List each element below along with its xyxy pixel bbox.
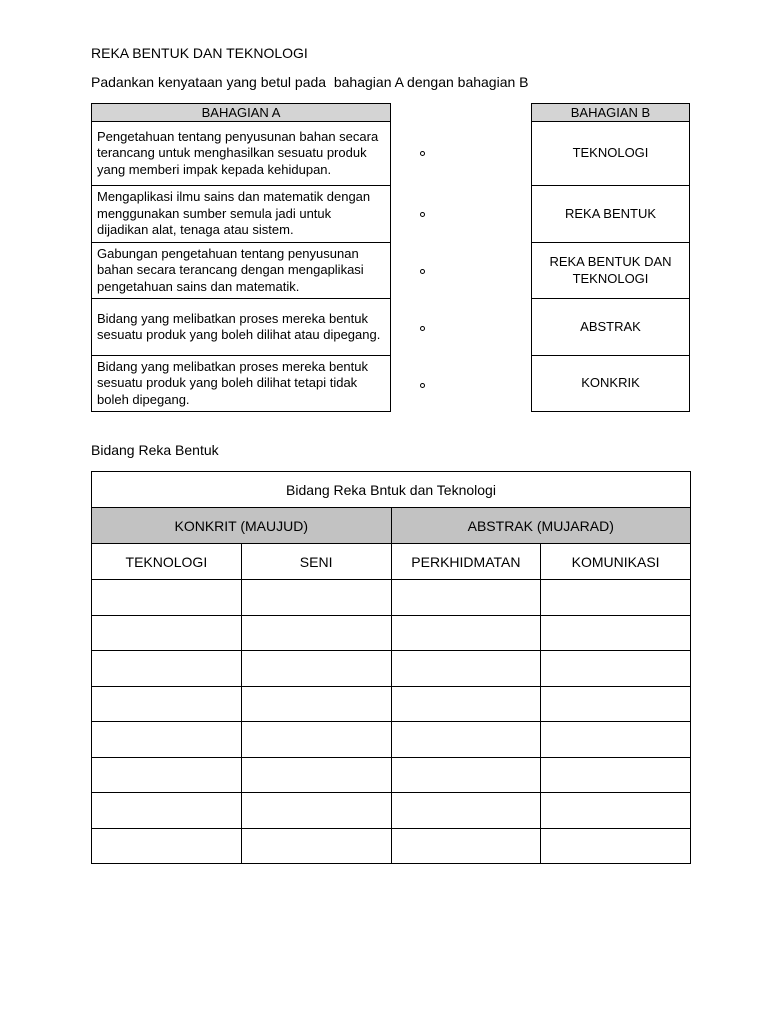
answer-3: REKA BENTUK DAN TEKNOLOGI [532, 243, 690, 299]
statement-2: Mengaplikasi ilmu sains dan matematik dengan menggunakan sumber semula jadi untuk dijadikan alat, tenaga atau sistem. [92, 186, 391, 243]
blank-cell[interactable] [541, 722, 691, 758]
blank-cell[interactable] [92, 580, 242, 616]
blank-cell[interactable] [541, 686, 691, 722]
blank-cell[interactable] [541, 757, 691, 793]
match-dot-1[interactable] [420, 151, 425, 156]
blank-cell[interactable] [241, 828, 391, 864]
blank-row [92, 651, 691, 687]
blank-cell[interactable] [241, 757, 391, 793]
blank-cell[interactable] [241, 686, 391, 722]
blank-cell[interactable] [541, 828, 691, 864]
statement-3: Gabungan pengetahuan tentang penyusunan bahan secara terancang dengan mengaplikasi pengetahuan sains dan matematik. [92, 243, 391, 299]
blank-cell[interactable] [92, 757, 242, 793]
bidang-table [91, 471, 691, 864]
blank-row [92, 686, 691, 722]
blank-cell[interactable] [541, 615, 691, 651]
statement-5: Bidang yang melibatkan proses mereka bentuk sesuatu produk yang boleh dilihat tetapi tidak boleh dipegang. [92, 356, 391, 412]
match-dot-5[interactable] [420, 383, 425, 388]
blank-row [92, 757, 691, 793]
blank-cell[interactable] [541, 580, 691, 616]
blank-row [92, 615, 691, 651]
blank-row [92, 722, 691, 758]
blank-cell[interactable] [92, 722, 242, 758]
answer-5: KONKRIK [532, 356, 690, 412]
match-dot-4[interactable] [420, 326, 425, 331]
blank-cell[interactable] [241, 722, 391, 758]
blank-cell[interactable] [541, 793, 691, 829]
column-perkhidmatan: PERKHIDMATAN [391, 544, 541, 580]
blank-cell[interactable] [391, 722, 541, 758]
blank-row [92, 580, 691, 616]
blank-cell[interactable] [92, 793, 242, 829]
bahagian-a-table [91, 103, 391, 412]
bahagian-a-header: BAHAGIAN A [92, 104, 391, 122]
blank-cell[interactable] [92, 828, 242, 864]
statement-4: Bidang yang melibatkan proses mereka bentuk sesuatu produk yang boleh dilihat atau dipegang. [92, 299, 391, 356]
bahagian-b-table [531, 103, 690, 412]
bahagian-b-header: BAHAGIAN B [532, 104, 690, 122]
column-komunikasi: KOMUNIKASI [541, 544, 691, 580]
blank-cell[interactable] [241, 580, 391, 616]
blank-row [92, 828, 691, 864]
category-konkrit: KONKRIT (MAUJUD) [92, 508, 392, 544]
blank-cell[interactable] [391, 757, 541, 793]
blank-cell[interactable] [391, 793, 541, 829]
section-label: Bidang Reka Bentuk [91, 442, 219, 458]
blank-cell[interactable] [391, 828, 541, 864]
blank-cell[interactable] [92, 651, 242, 687]
category-abstrak: ABSTRAK (MUJARAD) [391, 508, 691, 544]
blank-cell[interactable] [391, 651, 541, 687]
blank-cell[interactable] [241, 615, 391, 651]
column-seni: SENI [241, 544, 391, 580]
column-teknologi: TEKNOLOGI [92, 544, 242, 580]
answer-1: TEKNOLOGI [532, 122, 690, 186]
bidang-table-caption: Bidang Reka Bntuk dan Teknologi [92, 472, 691, 508]
blank-cell[interactable] [391, 615, 541, 651]
blank-cell[interactable] [92, 686, 242, 722]
blank-cell[interactable] [391, 580, 541, 616]
answer-4: ABSTRAK [532, 299, 690, 356]
blank-cell[interactable] [92, 615, 242, 651]
blank-cell[interactable] [241, 793, 391, 829]
statement-1: Pengetahuan tentang penyusunan bahan secara terancang untuk menghasilkan sesuatu produk yang memberi impak kepada kehidupan. [92, 122, 391, 186]
match-dot-2[interactable] [420, 212, 425, 217]
blank-cell[interactable] [541, 651, 691, 687]
match-dot-3[interactable] [420, 269, 425, 274]
blank-cell[interactable] [241, 651, 391, 687]
blank-cell[interactable] [391, 686, 541, 722]
worksheet-title: REKA BENTUK DAN TEKNOLOGI [91, 45, 308, 61]
instruction-text: Padankan kenyataan yang betul pada bahagian A dengan bahagian B [91, 74, 529, 90]
blank-row [92, 793, 691, 829]
answer-2: REKA BENTUK [532, 186, 690, 243]
